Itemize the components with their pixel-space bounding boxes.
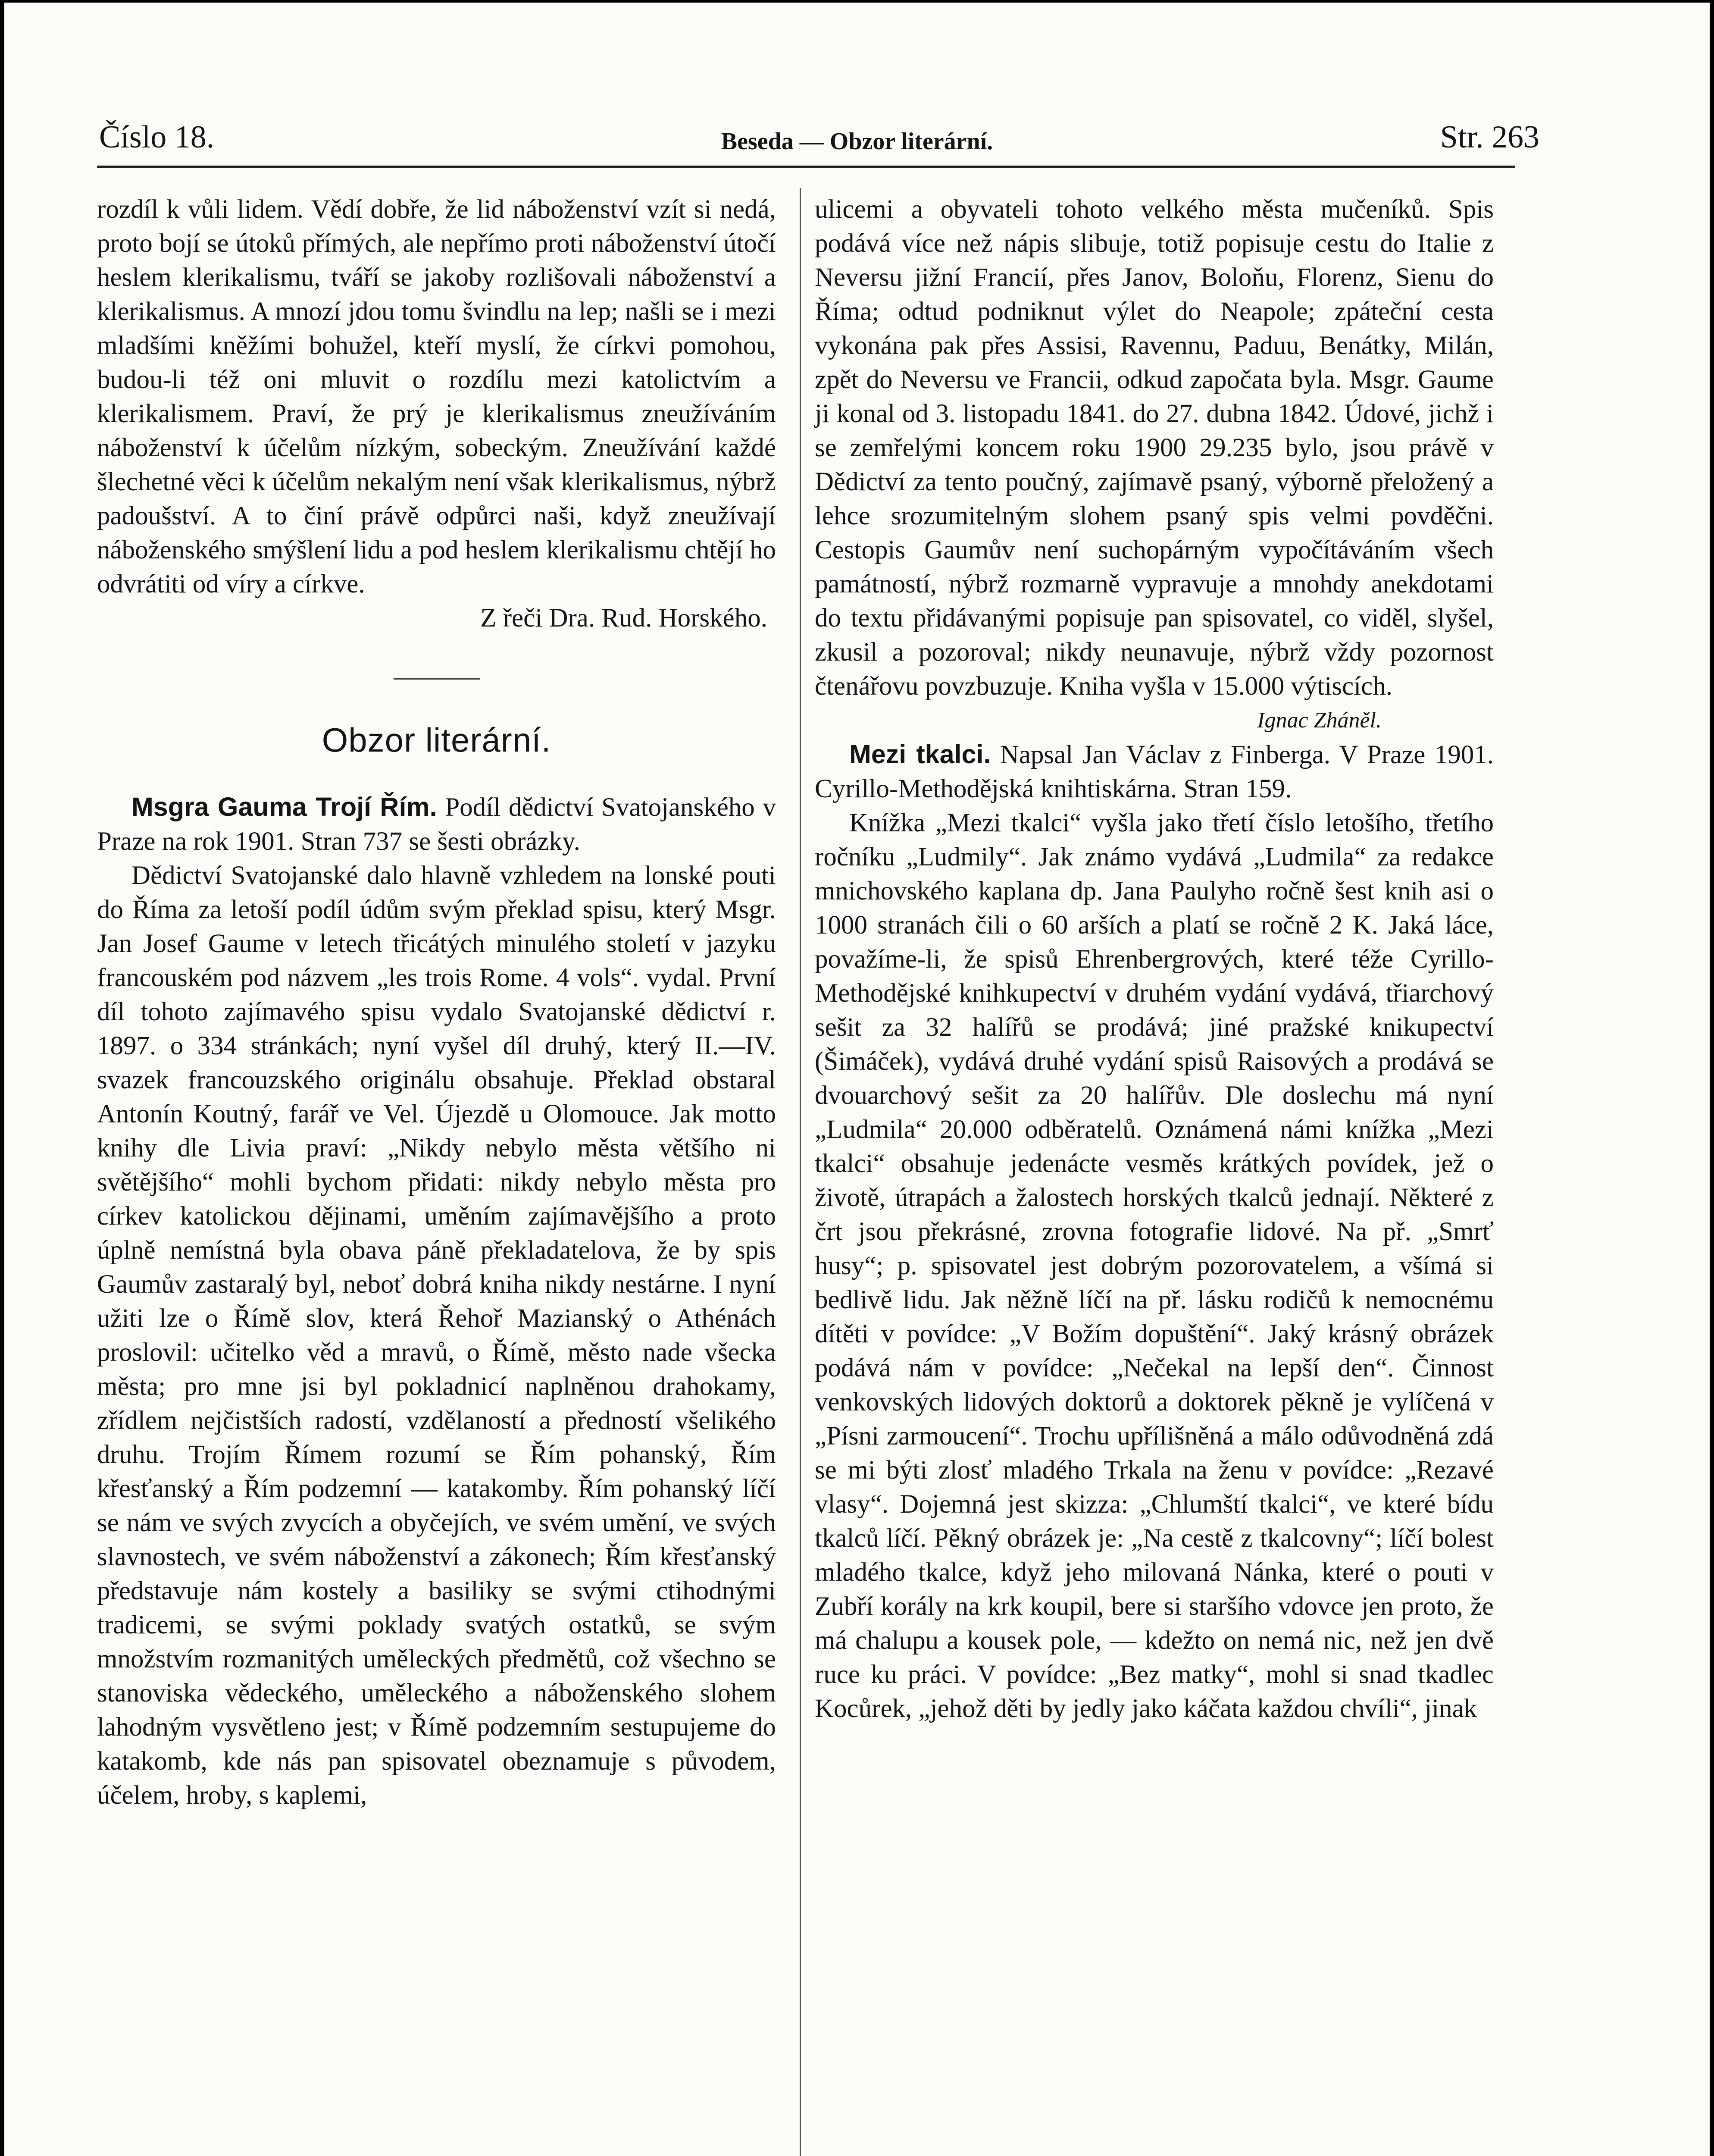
issue-number: Číslo 18. [99, 119, 215, 155]
column-divider [800, 188, 801, 2156]
running-title: Beseda — Obzor literární. [721, 128, 993, 155]
section-title: Obzor literární. [322, 721, 551, 759]
paragraph-klerikalismus: rozdíl k vůli lidem. Vědí dobře, že lid náboženství vzít si nedá, proto bojí se útoků přímých, ale nepřímo proti náboženství útočí heslem klerikalismu, tváří se jakoby rozlišovali náboženství a klerikalismus. A mnozí jdou tomu švindlu na lep; našli se i mezi mladšími kněžími bohužel, kteří myslí, že církvi pomohou, budou-li též oni mluvit o rozdílu mezi katolictvím a klerikalismem. Praví, že prý je klerikalismus zneužíváním náboženství k účelům nízkým, sobeckým. Zneužívání každé šlechetné věci k účelům nekalým není však klerikalismus, nýbrž padoušství. A to činí právě odpůrci naši, když zneužívají náboženského smýšlení lidu a pod heslem klerikalismu chtějí ho odvrátiti od víry a církve. [97, 195, 776, 599]
page-number: Str. 263 [1440, 119, 1539, 155]
review-gaume-info: Podíl dědictví Svatojanského v Praze na rok 1901. Stran 737 se šesti obrázky. [97, 793, 776, 856]
review-tkalci-title: Mezi tkalci. [849, 740, 991, 769]
review-tkalci-info: Napsal Jan Václav z Finberga. V Praze 1901. Cyrillo-Methodějská knihtiskárna. Stran 159. [815, 740, 1494, 803]
section-separator [394, 678, 480, 680]
reviewer-signature: Ignac Zháněl. [1257, 708, 1382, 733]
review-tkalci-heading [815, 737, 1494, 806]
header-rule [97, 166, 1515, 168]
right-column [815, 192, 1494, 1726]
review-tkalci-body: Knížka „Mezi tkalci“ vyšla jako třetí číslo letošího, třetího ročníku „Ludmily“. Jak známo vydává „Ludmila“ za redakce mnichovského kaplana dp. Jana Paulyho ročně šest knih asi o 1000 stranách čili o 60 arších a platí se ročně 2 K. Jaká láce, považíme-li, že spisů Ehrenbergrových, které téže Cyrillo-Methodějské knihkupectví v druhém vydání vydává, třiarchový sešit za 32 halířů se prodává; jiné pražské knikupectví (Šimáček), vydává druhé vydání spisů Raisových a prodává se dvouarchový sešit za 20 halířův. Dle doslechu má nyní „Ludmila“ 20.000 odběratelů. Oznámená námi knížka „Mezi tkalci“ obsahuje jedenácte vesměs krátkých povídek, jež o životě, útrapách a žalostech horských tkalců jednají. Některé z črt jsou překrásné, zrovna fotografie lidové. Na př. „Smrť husy“; p. spisovatel jest dobrým pozorovatelem, a všímá si bedlivě lidu. Jak něžně líčí na př. lásku rodičů k nemocnému dítěti v povídce: „V Božím dopuštění“. Jaký krásný obrázek podává nám v povídce: „Nečekal na lepší den“. Činnost venkovských lidových doktorů a doktorek pěkně je vylíčená v „Písni zarmoucení“. Trochu upřílišněná a málo odůvodněná zdá se mi býti zlosť mladého Trkala na ženu v povídce: „Rezavé vlasy“. Dojemná jest skizza: „Chlumští tkalci“, ve které bídu tkalců líčí. Pěkný obrázek je: „Na cestě z tkalcovny“; líčí bolest mladého tkalce, když jeho milovaná Nánka, které o pouti v Zubří korály na krk koupil, bere si staršího vdovce jen proto, že má chalupu a kousek pole, — kdežto on nemá nic, než jen dvě ruce ku práci. V povídce: „Bez matky“, mohl si snad tkadlec Kocůrek, „jehož děti by jedly jako káčata každou chvíli“, jinak [815, 808, 1494, 1723]
review-gaume-continuation: ulicemi a obyvateli tohoto velkého města mučeníků. Spis podává více než nápis slibuje, totiž popisuje cestu do Italie z Neversu jižní Francií, přes Janov, Boloňu, Florenz, Sienu do Říma; odtud podniknut výlet do Neapole; zpáteční cesta vykonána pak přes Assisi, Ravennu, Paduu, Benátky, Milán, zpět do Neversu ve Francii, odkud započata byla. Msgr. Gaume ji konal od 3. listopadu 1841. do 27. dubna 1842. Údové, jichž i se zemřelými koncem roku 1900 29.235 bylo, jsou právě v Dědictví za tento poučný, zajímavě psaný, výborně přeložený a lehce srozumitelným slohem psaný spis velmi povděčni. Cestopis Gaumův není suchopárným vypočítáváním všech památností, nýbrž rozmarně vypravuje a mnohdy anekdotami do textu přidávanými popisuje pan spisovatel, co viděl, slyšel, zkusil a pozoroval; nikdy neunavuje, nýbrž vždy pozornost čtenářovu povzbuzuje. Kniha vyšla v 15.000 výtiscích. [815, 195, 1494, 701]
page [4, 3, 1710, 2156]
review-gaume-body: Dědictví Svatojanské dalo hlavně vzhledem na lonské pouti do Říma za letoší podíl údům svým překlad spisu, který Msgr. Jan Josef Gaume v letech třicátých minulého století v jazyku francouském pod názvem „les trois Rome. 4 vols“. vydal. První díl tohoto zajímavého spisu vydalo Svatojanské dědictví r. 1897. o 334 stránkách; nyní vyšel díl druhý, který II.—IV. svazek francouzského originálu obsahuje. Překlad obstaral Antonín Koutný, farář ve Vel. Újezdě u Olomouce. Jak motto knihy dle Livia praví: „Nikdy nebylo města většího ni světějšího“ mohli bychom přidati: nikdy nebylo města pro církev katolickou dějinami, uměním zajímavějšího a proto úplně nemístná byla obava páně překladatelova, že by spis Gaumův zastaralý byl, neboť dobrá kniha nikdy nestárne. I nyní užiti lze o Římě slov, která Řehoř Mazianský o Athénách proslovil: učitelko věd a mravů, o Římě, město nade všecka města; pro mne jsi byl pokladnicí naplněnou drahokamy, zřídlem nejčistších radostí, vzdělaností a předností všelikého druhu. Trojím Římem rozumí se Řím pohanský, Řím křesťanský a Řím podzemní — katakomby. Řím pohanský líčí se nám ve svých zvycích a obyčejích, ve svém umění, ve svých slavnostech, ve svém náboženství a zákonech; Řím křesťanský představuje nám kostely a basiliky se svými ctihodnými tradicemi, se svými poklady svatých ostatků, se svým množstvím rozmanitých uměleckých předmětů, což všechno se stanoviska vědeckého, uměleckého a náboženského slohem lahodným vysvětleno jest; v Římě podzemním sestupujeme do katakomb, kde nás pan spisovatel obeznamuje s původem, účelem, hroby, s kaplemi, [97, 861, 776, 1810]
review-gaume-heading [97, 790, 776, 859]
left-column [97, 192, 776, 1812]
speech-attribution: Z řeči Dra. Rud. Horského. [480, 604, 767, 633]
review-gaume-title: Msgra Gauma Trojí Řím. [131, 792, 437, 821]
